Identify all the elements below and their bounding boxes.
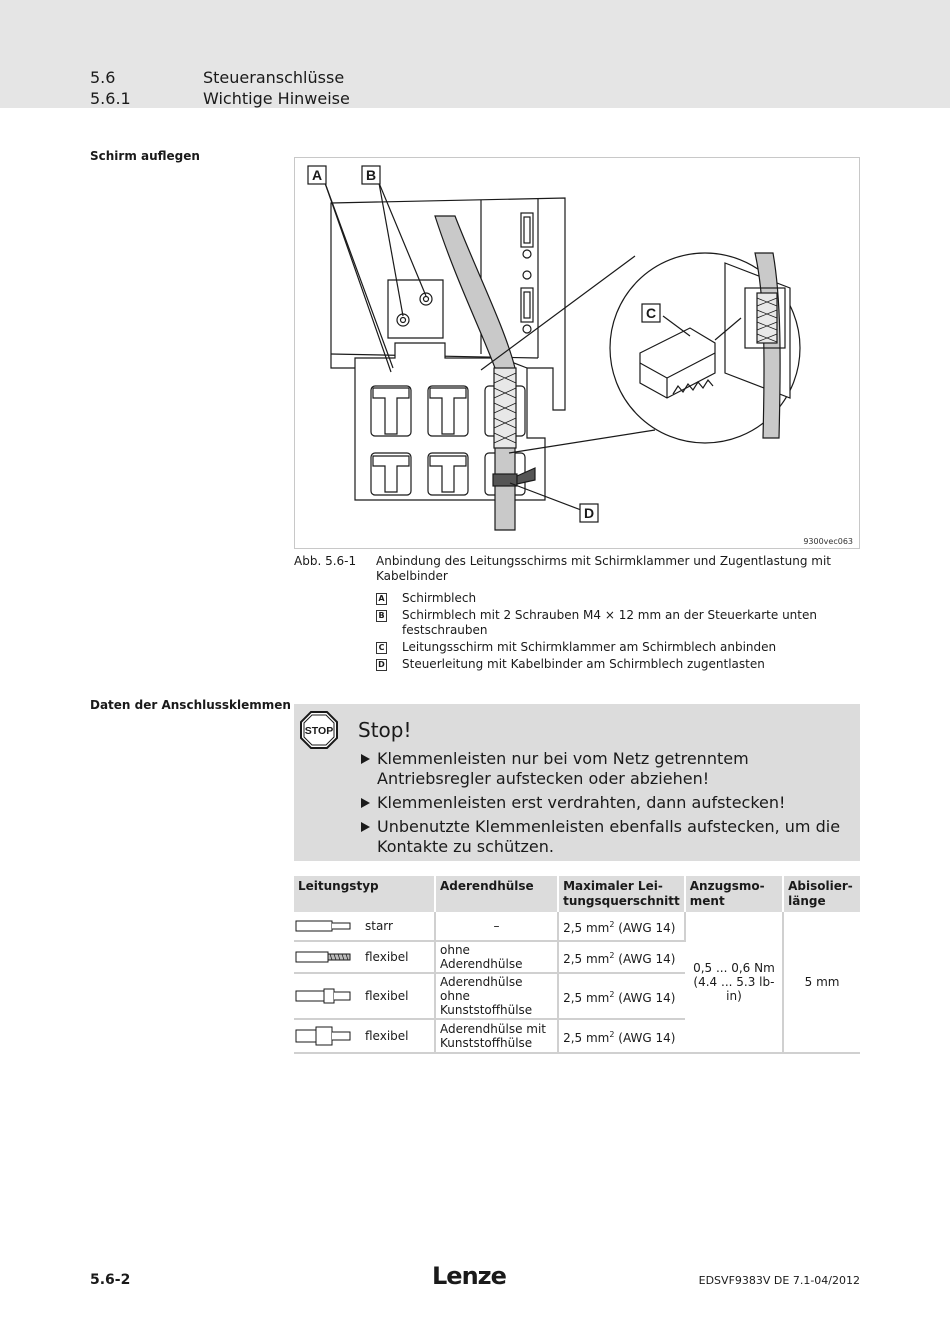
- figure-label-d: D: [584, 505, 595, 521]
- page-number: 5.6-2: [90, 1272, 131, 1288]
- subsection-title: Wichtige Hinweise: [203, 89, 350, 108]
- table-header: Aderendhülse: [435, 876, 558, 912]
- strip-length-cell: 5 mm: [783, 912, 860, 1053]
- figure-label-c: C: [646, 305, 657, 321]
- section-cell: 2,5 $mm^2$ (AWG 14): [558, 912, 685, 941]
- section-title: Steueranschlüsse: [203, 68, 345, 87]
- legend-item: [376, 608, 846, 637]
- legend-text: Schirmblech mit 2 Schrauben M4 × 12 mm an der Steuerkarte unten festschrauben: [402, 608, 817, 637]
- legend-key: D: [376, 659, 387, 671]
- cable-type: starr: [365, 919, 393, 933]
- section-cell: 2,5 $mm^2$ (AWG 14): [558, 1019, 685, 1053]
- section-cell: 2,5 $mm^2$ (AWG 14): [558, 973, 685, 1019]
- shield-diagram: [295, 158, 861, 550]
- stop-item: Klemmenleisten nur bei vom Netz getrenntem Antriebsregler aufstecken oder abziehen!: [360, 749, 850, 789]
- shield-figure: [294, 157, 860, 549]
- cable-type-cell: [294, 1019, 435, 1053]
- legend-text: Leitungsschirm mit Schirmklammer am Schirmblech anbinden: [402, 639, 777, 654]
- section-cell: 2,5 $mm^2$ (AWG 14): [558, 941, 685, 973]
- subsection-number: 5.6.1: [90, 89, 131, 108]
- legend-text: Schirmblech: [402, 591, 477, 605]
- figure-legend: [376, 591, 846, 674]
- stop-warning-box: [294, 704, 860, 861]
- document-id: EDSVF9383V DE 7.1-04/2012: [698, 1274, 860, 1287]
- lenze-logo: Lenze: [432, 1262, 506, 1290]
- side-label-schirm: Schirm auflegen: [90, 149, 200, 163]
- section-number: 5.6: [90, 68, 116, 87]
- table-header: Anzugsmo- ment: [685, 876, 783, 912]
- legend-key: C: [376, 642, 387, 654]
- legend-key: A: [376, 593, 387, 605]
- table-header: Abisolier- länge: [783, 876, 860, 912]
- table-header: Maximaler Lei- tungsquerschnitt: [558, 876, 685, 912]
- figure-id: 9300vec063: [803, 537, 853, 546]
- torque-cell: 0,5 ... 0,6 Nm (4.4 ... 5.3 lb-in): [685, 912, 783, 1053]
- cable-type-cell: [294, 973, 435, 1019]
- cable-type: flexibel: [365, 1029, 409, 1043]
- legend-item: [376, 657, 846, 672]
- legend-item: [376, 640, 846, 655]
- stop-sign-icon: [299, 710, 339, 750]
- table-row: [294, 912, 860, 941]
- sleeve-cell: Aderendhülse mit Kunststoffhülse: [435, 1019, 558, 1053]
- legend-text: Steuerleitung mit Kabelbinder am Schirmblech zugentlasten: [402, 656, 765, 671]
- legend-item: [376, 591, 846, 606]
- subsection-heading: [90, 89, 350, 108]
- table-header: Leitungstyp: [294, 876, 435, 912]
- stop-title: Stop!: [358, 718, 412, 742]
- stop-item: Unbenutzte Klemmenleisten ebenfalls aufstecken, um die Kontakte zu schützen.: [360, 817, 850, 857]
- terminal-data-table: [294, 876, 860, 1054]
- stop-item: Klemmenleisten erst verdrahten, dann aufstecken!: [360, 793, 850, 813]
- ferrule-wire-icon: [294, 986, 354, 1006]
- stop-list: [360, 749, 850, 861]
- cable-type: flexibel: [365, 989, 409, 1003]
- cable-type-cell: [294, 912, 435, 941]
- cable-type: flexibel: [365, 950, 409, 964]
- caption-number: Abb. 5.6-1: [294, 554, 357, 568]
- flexible-wire-icon: [294, 949, 354, 965]
- section-heading: [90, 68, 344, 87]
- sleeve-cell: –: [435, 912, 558, 941]
- figure-label-b: B: [366, 167, 377, 183]
- legend-key: B: [376, 610, 387, 622]
- sleeve-cell: Aderendhülse ohne Kunststoffhülse: [435, 973, 558, 1019]
- insulated-ferrule-wire-icon: [294, 1024, 354, 1048]
- cable-type-cell: [294, 941, 435, 973]
- side-label-daten: Daten der Anschlussklemmen: [90, 698, 291, 712]
- caption-text: Anbindung des Leitungsschirms mit Schirmklammer und Zugentlastung mit Kabelbinder: [376, 554, 831, 583]
- rigid-wire-icon: [294, 918, 354, 934]
- figure-label-a: A: [312, 167, 323, 183]
- sleeve-cell: ohne Aderendhülse: [435, 941, 558, 973]
- stop-icon-text: STOP: [304, 725, 334, 737]
